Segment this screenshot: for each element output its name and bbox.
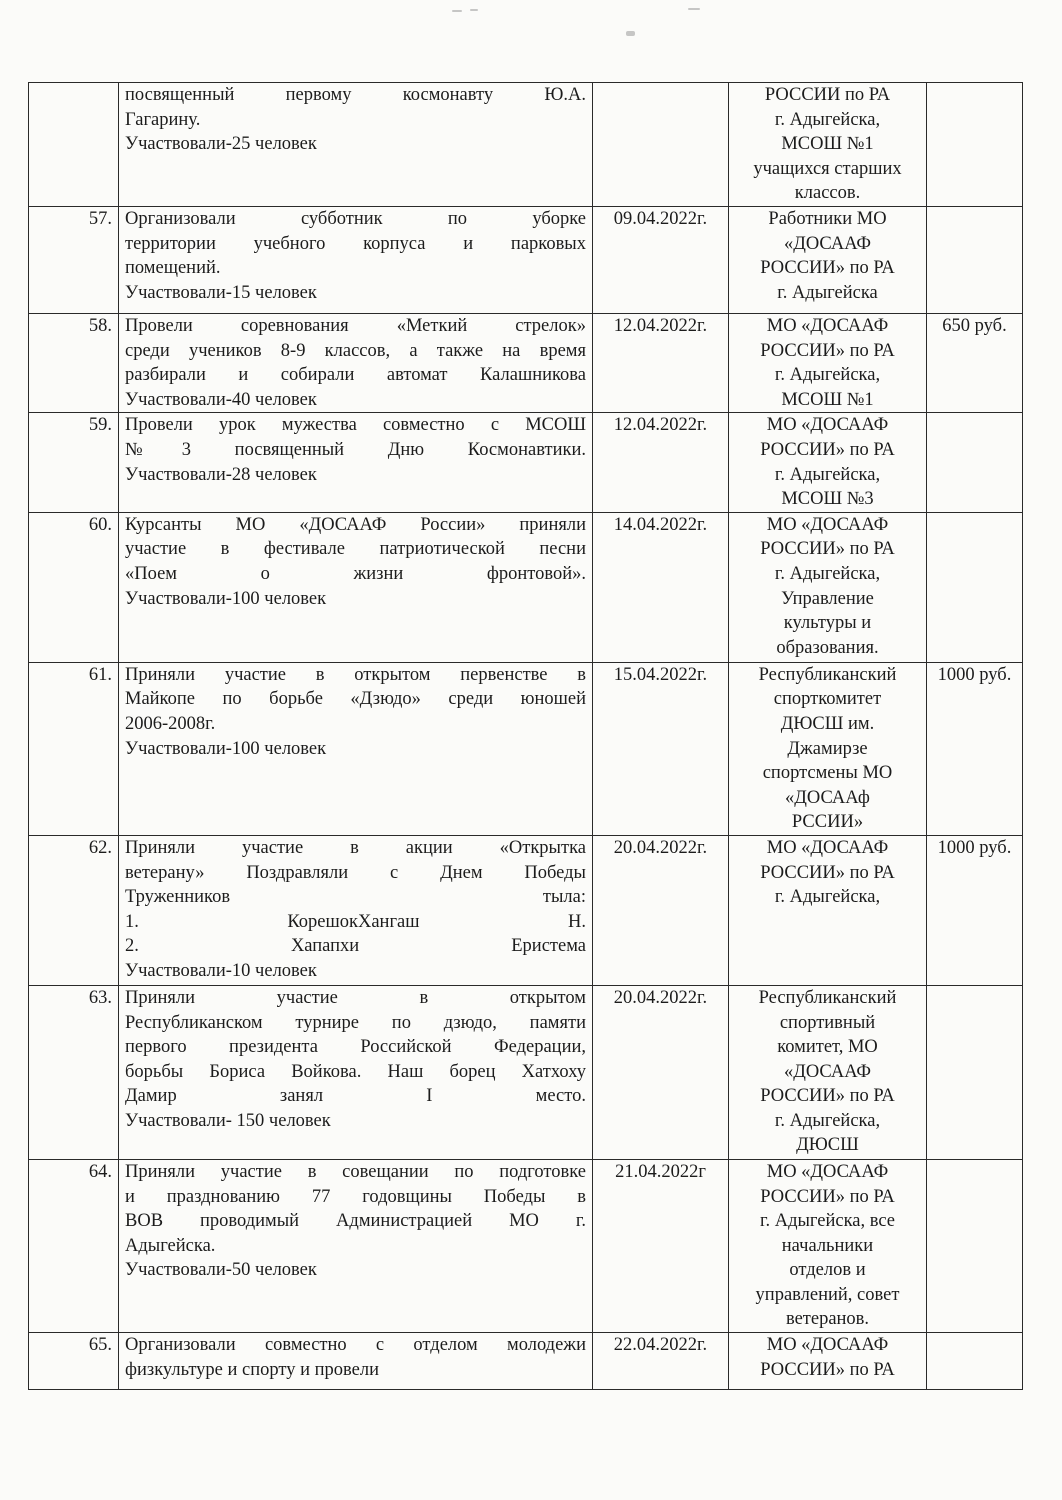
organizers — [729, 1159, 927, 1332]
cell-line: г. Адыгейска, — [774, 1110, 881, 1131]
amount: 1000 руб. — [927, 835, 1023, 985]
table-row — [29, 512, 1023, 662]
cell-line: Участвовали-100 человек — [125, 588, 327, 609]
cell-line: образования. — [776, 637, 879, 658]
cell-line: Участвовали-50 человек — [125, 1260, 317, 1281]
cell-line: Труженников тыла: — [125, 887, 586, 908]
organizers — [729, 662, 927, 835]
cell-line: Гагарину. — [125, 109, 201, 130]
table-row — [29, 413, 1023, 512]
cell-line: физкультуре и спорту и провели — [125, 1359, 380, 1380]
cell-line: 1. КорешокХангаш Н. — [125, 911, 586, 932]
amount — [927, 1159, 1023, 1332]
organizers — [729, 835, 927, 985]
row-number: 57. — [29, 207, 119, 314]
cell-line: борьбы Бориса Войкова. Наш борец Хатхоху — [125, 1061, 586, 1082]
event-date: 20.04.2022г. — [593, 835, 729, 985]
cell-line: Провели соревнования «Меткий стрелок» — [125, 316, 586, 336]
scan-mark — [626, 31, 635, 36]
cell-line: управлений, совет — [755, 1284, 900, 1305]
event-description — [119, 1333, 593, 1390]
cell-line: участие в фестивале патриотической песни — [125, 539, 586, 560]
cell-line: начальники — [781, 1235, 874, 1256]
row-number — [29, 83, 119, 207]
scan-mark — [688, 8, 700, 10]
cell-line: МСОШ №1 — [781, 134, 874, 155]
organizers — [729, 985, 927, 1159]
cell-line: №3 посвященный Дню Космонавтики. — [125, 439, 586, 460]
organizers — [729, 314, 927, 413]
amount — [927, 512, 1023, 662]
event-date — [593, 83, 729, 207]
cell-line: Участвовали-100 человек — [125, 738, 327, 759]
cell-line: МСОШ №1 — [781, 389, 874, 410]
scan-mark — [470, 9, 478, 11]
cell-line: РОССИИ» по РА — [760, 539, 895, 560]
cell-line: спорткомитет — [773, 689, 882, 710]
cell-line: г. Адыгейска, все — [759, 1211, 896, 1232]
amount — [927, 1333, 1023, 1390]
cell-line: отделов и — [789, 1260, 866, 1281]
cell-line: спортсмены МО — [762, 763, 893, 784]
cell-line: «ДОСААФ — [783, 233, 872, 254]
event-date: 12.04.2022г. — [593, 314, 729, 413]
cell-line: РССИИ» — [791, 812, 864, 833]
table-row — [29, 1159, 1023, 1332]
event-description — [119, 662, 593, 835]
cell-line: и празднованию 77 годовщины Победы в — [125, 1186, 586, 1207]
amount: 1000 руб. — [927, 662, 1023, 835]
event-description — [119, 1159, 593, 1332]
cell-line: РОССИИ» по РА — [760, 340, 895, 361]
cell-line: классов. — [794, 183, 861, 204]
event-date: 22.04.2022г. — [593, 1333, 729, 1390]
cell-line: МО «ДОСААФ — [766, 514, 889, 535]
cell-line: 2006-2008г. — [125, 713, 216, 734]
cell-line: РОССИИ» по РА — [760, 1359, 895, 1380]
table-row — [29, 207, 1023, 314]
cell-line: МСОШ №3 — [781, 489, 874, 510]
events-table — [28, 82, 1023, 1390]
cell-line: Участвовали-25 человек — [125, 134, 317, 155]
cell-line: г. Адыгейска, — [774, 365, 881, 386]
cell-line: Республиканский — [758, 987, 897, 1008]
row-number: 58. — [29, 314, 119, 413]
organizers — [729, 413, 927, 512]
cell-line: помещений. — [125, 258, 221, 279]
amount — [927, 83, 1023, 207]
cell-line: ДЮСШ — [796, 1135, 859, 1156]
event-date: 09.04.2022г. — [593, 207, 729, 314]
events-table-body — [29, 83, 1023, 1390]
table-row — [29, 662, 1023, 835]
scan-mark — [452, 10, 462, 12]
cell-line: г. Адыгейска, — [774, 887, 881, 908]
cell-line: Участвовали-40 человек — [125, 389, 317, 410]
cell-line: МО «ДОСААФ — [766, 1335, 889, 1356]
cell-line: Участвовали-28 человек — [125, 464, 317, 485]
event-description — [119, 413, 593, 512]
cell-line: Организовали субботник по уборке — [125, 209, 586, 229]
row-number: 59. — [29, 413, 119, 512]
table-row — [29, 83, 1023, 207]
organizers — [729, 207, 927, 314]
row-number: 62. — [29, 835, 119, 985]
cell-line: Организовали совместно с отделом молодежи — [125, 1335, 586, 1356]
cell-line: РОССИИ» по РА — [760, 862, 895, 883]
table-row — [29, 985, 1023, 1159]
cell-line: Приняли участие в акции «Открытка — [125, 837, 586, 858]
organizers — [729, 83, 927, 207]
event-date: 14.04.2022г. — [593, 512, 729, 662]
cell-line: Приняли участие в совещании по подготовке — [125, 1161, 586, 1182]
cell-line: культуры и — [783, 613, 872, 634]
cell-line: г. Адыгейска, — [774, 464, 881, 485]
event-date: 21.04.2022г — [593, 1159, 729, 1332]
cell-line: МО «ДОСААФ — [766, 1161, 889, 1182]
event-date: 12.04.2022г. — [593, 413, 729, 512]
row-number: 61. — [29, 662, 119, 835]
cell-line: г. Адыгейска, — [774, 563, 881, 584]
event-description — [119, 835, 593, 985]
cell-line: Республиканском турнире по дзюдо, памяти — [125, 1012, 586, 1033]
amount — [927, 413, 1023, 512]
event-description — [119, 83, 593, 207]
event-description — [119, 512, 593, 662]
cell-line: территории учебного корпуса и парковых — [125, 233, 586, 254]
organizers — [729, 1333, 927, 1390]
cell-line: спортивный — [779, 1012, 876, 1033]
cell-line: «ДОСААф — [785, 787, 870, 808]
cell-line: «ДОСААФ — [783, 1061, 872, 1082]
cell-line: учащихся старших — [753, 158, 902, 179]
cell-line: ветеранов. — [785, 1309, 870, 1330]
cell-line: ветерану» Поздравляли с Днем Победы — [125, 862, 586, 883]
cell-line: Управление — [781, 588, 874, 609]
cell-line: комитет, МО — [777, 1037, 878, 1058]
row-number: 64. — [29, 1159, 119, 1332]
cell-line: Провели урок мужества совместно с МСОШ — [125, 415, 586, 436]
event-description — [119, 207, 593, 314]
cell-line: Курсанты МО «ДОСААФ России» приняли — [125, 514, 586, 535]
cell-line: Приняли участие в открытом первенстве в — [125, 664, 586, 685]
cell-line: Джамирзе — [787, 738, 868, 759]
cell-line: РОССИИ» по РА — [760, 1186, 895, 1207]
amount — [927, 207, 1023, 314]
row-number: 63. — [29, 985, 119, 1159]
row-number: 65. — [29, 1333, 119, 1390]
cell-line: среди учеников 8-9 классов, а также на время — [125, 340, 586, 361]
cell-line: РОССИИ» по РА — [760, 439, 895, 460]
cell-line: Республиканский — [758, 664, 897, 685]
cell-line: МО «ДОСААФ — [766, 837, 889, 858]
cell-line: ДЮСШ им. — [780, 713, 875, 734]
table-row — [29, 835, 1023, 985]
cell-line: Дамир занял I место. — [125, 1086, 586, 1107]
cell-line: Адыгейска. — [125, 1235, 216, 1256]
event-date: 20.04.2022г. — [593, 985, 729, 1159]
cell-line: РОССИИ» по РА — [760, 1086, 895, 1107]
cell-line: посвященный первому космонавту Ю.А. — [125, 85, 586, 105]
row-number: 60. — [29, 512, 119, 662]
event-date: 15.04.2022г. — [593, 662, 729, 835]
cell-line: Участвовали-15 человек — [125, 282, 317, 303]
cell-line: Работники МО — [768, 209, 887, 229]
cell-line: г. Адыгейска, — [774, 109, 881, 130]
cell-line: РОССИИ» по РА — [760, 258, 895, 279]
cell-line: РОССИИ по РА — [764, 85, 891, 105]
cell-line: первого президента Российской Федерации, — [125, 1037, 586, 1058]
table-row — [29, 1333, 1023, 1390]
cell-line: Участвовали-10 человек — [125, 960, 317, 981]
cell-line: ВОВ проводимый Администрацией МО г. — [125, 1211, 586, 1232]
cell-line: 2. Хапапхи Еристема — [125, 936, 586, 957]
cell-line: Приняли участие в открытом — [125, 987, 586, 1008]
organizers — [729, 512, 927, 662]
cell-line: г. Адыгейска — [777, 282, 878, 303]
table-row — [29, 314, 1023, 413]
amount — [927, 985, 1023, 1159]
cell-line: Майкопе по борьбе «Дзюдо» среди юношей — [125, 689, 586, 710]
event-description — [119, 314, 593, 413]
cell-line: МО «ДОСААФ — [766, 316, 889, 336]
amount: 650 руб. — [927, 314, 1023, 413]
cell-line: «Поем о жизни фронтовой». — [125, 563, 586, 584]
cell-line: разбирали и собирали автомат Калашникова — [125, 365, 586, 386]
cell-line: МО «ДОСААФ — [766, 415, 889, 436]
event-description — [119, 985, 593, 1159]
cell-line: Участвовали- 150 человек — [125, 1110, 331, 1131]
